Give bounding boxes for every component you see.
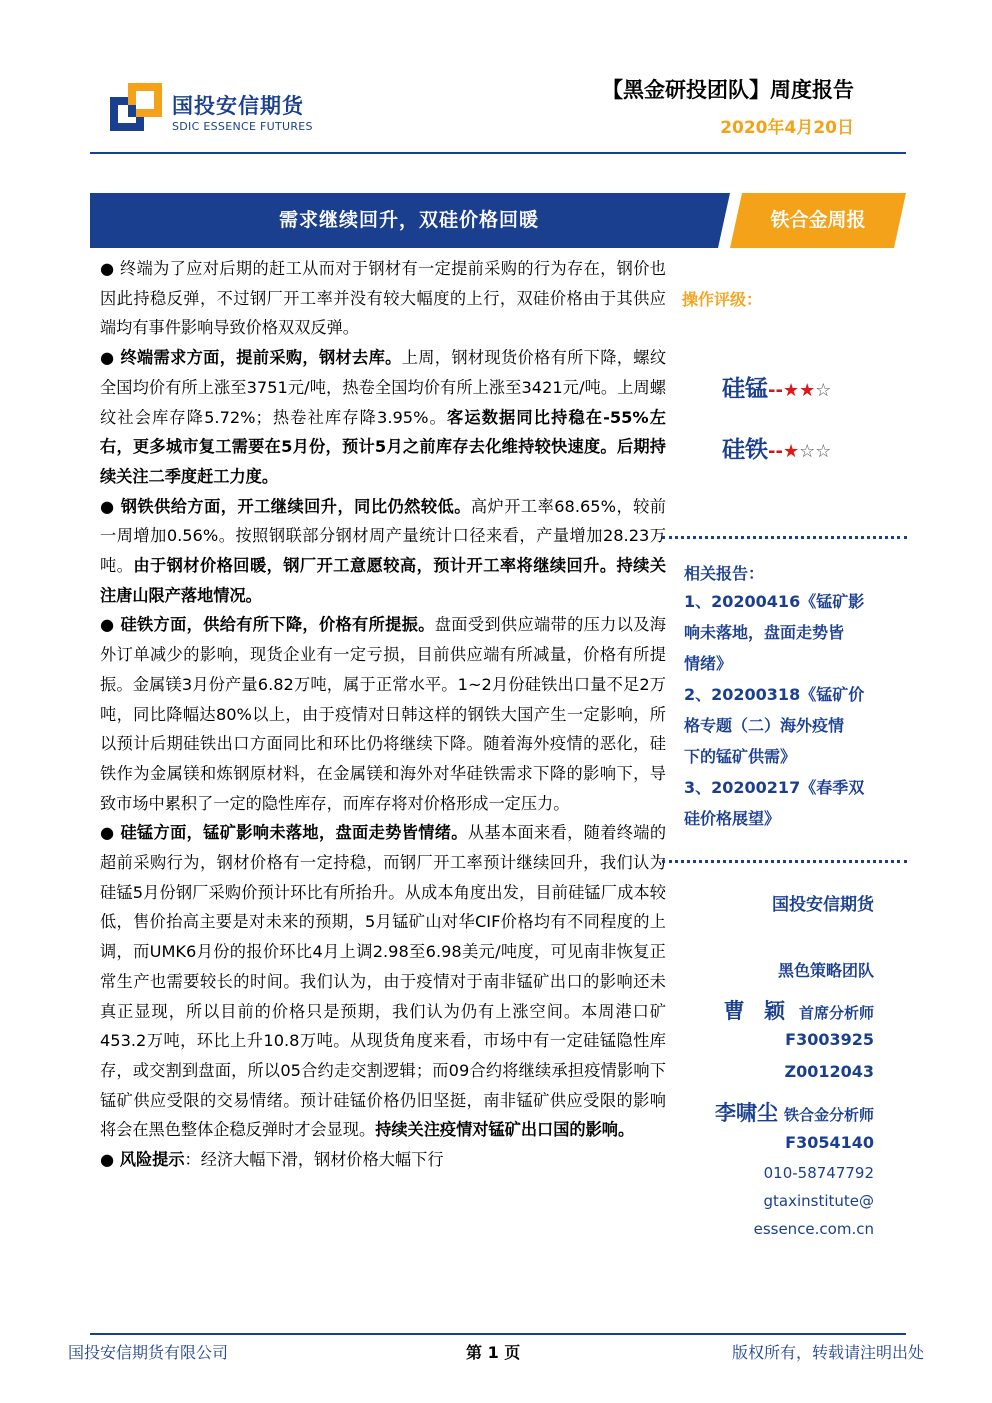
analyst-2 bbox=[715, 1097, 874, 1127]
license-number: F3003925 bbox=[785, 1030, 874, 1049]
logo-text-en: SDIC ESSENCE FUTURES bbox=[172, 120, 313, 133]
rating-label: 操作评级： bbox=[682, 290, 763, 309]
related-report-line[interactable]: 情绪》 bbox=[684, 654, 733, 673]
star-filled-icon: ★ bbox=[782, 441, 800, 462]
related-reports-list bbox=[684, 586, 894, 834]
report-title: 需求继续回升，双硅价格回暖 bbox=[278, 209, 539, 231]
main-body bbox=[100, 254, 666, 1175]
team-name: 黑色策略团队 bbox=[777, 961, 874, 980]
rating-silicomanganese: 硅锰--★★☆ bbox=[722, 376, 832, 402]
report-date: 2020年4月20日 bbox=[720, 118, 854, 138]
analyst-2-name: 李啸尘 bbox=[714, 1101, 778, 1125]
license-number: F3054140 bbox=[785, 1133, 874, 1152]
paragraph-intro: ● 终端为了应对后期的赶工从而对于钢材有一定提前采购的行为存在，钢价也因此持稳反弹，不过钢厂开工率并没有较大幅度的上行，双硅价格由于其供应端均有事件影响导致价格双双反弹。 bbox=[100, 259, 666, 338]
sdic-logo-icon bbox=[110, 83, 162, 131]
star-empty-icon: ☆☆ bbox=[799, 441, 832, 462]
paragraph-supply: ● 钢铁供给方面，开工继续回升，同比仍然较低。高炉开工率68.65%，较前一周增加0.56%。按照钢联部分钢材周产量统计口径来看，产量增加28.23万吨。由于钢材价格回暖，钢厂开工意愿较高，预计开工率将继续回升。持续关注唐山限产落地情况。 bbox=[100, 496, 667, 605]
star-empty-icon: ☆ bbox=[815, 380, 832, 401]
header-divider bbox=[90, 152, 906, 154]
report-category-tag: 铁合金周报 bbox=[770, 209, 866, 231]
related-report-line[interactable]: 2、20200318《锰矿价 bbox=[684, 685, 865, 704]
analyst-1-title: 首席分析师 bbox=[798, 1004, 874, 1022]
footer-divider bbox=[90, 1333, 906, 1335]
sidebar-divider bbox=[662, 536, 907, 539]
analyst-1 bbox=[724, 995, 874, 1025]
related-report-line[interactable]: 1、20200416《锰矿影 bbox=[684, 592, 865, 611]
report-type: 【黑金研投团队】周度报告 bbox=[602, 78, 854, 102]
contact-email[interactable]: gtaxinstitute@ bbox=[763, 1192, 874, 1210]
related-report-line[interactable]: 格专题（二）海外疫情 bbox=[684, 716, 845, 735]
analyst-1-name: 曹 颖 bbox=[723, 999, 791, 1023]
paragraph-silicomanganese: ● 硅锰方面，锰矿影响未落地，盘面走势皆情绪。从基本面来看，随着终端的超前采购行为，钢材价格有一定持稳，而钢厂开工率预计继续回升，我们认为硅锰5月份钢厂采购价预计环比有所抬升。从成本角度出发，目前硅锰厂成本较低，售价抬高主要是对未来的预期，5月锰矿山对华CIF价格均有不同程度的上调，而UMK6月份的报价环比4月上调2.98至6.98美元/吨度，可见南非恢复正常生产也需要较长的时间。我们认为，由于疫情对于南非锰矿出口的影响还未真正显现，所以目前的价格只是预期，我们认为仍有上涨空间。本周港口矿453.2万吨，环比上升10.8万吨。从现货角度来看，市场中有一定硅锰隐性库存，或交割到盘面，所以05合约走交割逻辑；而09合约将继续承担疫情影响下锰矿供应受限的交易情绪。预计硅锰价格仍旧坚挺，南非锰矿供应受限的影响将会在黑色整体企稳反弹时才会显现。持续关注疫情对锰矿出口国的影响。 bbox=[100, 823, 667, 1140]
paragraph-demand: ● 终端需求方面，提前采购，钢材去库。上周，钢材现货价格有所下降，螺纹全国均价有所上涨至3751元/吨，热卷全国均价有所上涨至3421元/吨。上周螺纹社会库存降5.72%；热卷社库存降3.95%。客运数据同比持稳在-55%左右，更多城市复工需要在5月份，预计5月之前库存去化维持较快速度。后期持续关注二季度赶工力度。 bbox=[100, 348, 667, 486]
paragraph-ferrosilicon: ● 硅铁方面，供给有所下降，价格有所提振。盘面受到供应端带的压力以及海外订单减少的影响，现货企业有一定亏损，目前供应端有所减量，价格有所提振。金属镁3月份产量6.82万吨，属于正常水平。1~2月份硅铁出口量不足2万吨，同比降幅达80%以上，由于疫情对日韩这样的钢铁大国产生一定影响，所以预计后期硅铁出口方面同比和环比仍将继续下降。随着海外疫情的恶化，硅铁作为金属镁和炼钢原材料，在金属镁和海外对华硅铁需求下降的影响下，导致市场中累积了一定的隐性库存，而库存将对价格形成一定压力。 bbox=[100, 615, 666, 813]
license-number: Z0012043 bbox=[784, 1062, 874, 1081]
page-number: 第 1 页 bbox=[466, 1343, 521, 1362]
contact-phone: 010-58747792 bbox=[763, 1164, 874, 1182]
related-report-line[interactable]: 3、20200217《春季双 bbox=[684, 778, 865, 797]
footer-copyright: 版权所有，转载请注明出处 bbox=[731, 1343, 924, 1362]
contact-email[interactable]: essence.com.cn bbox=[753, 1220, 874, 1238]
related-report-line[interactable]: 下的锰矿供需》 bbox=[684, 747, 797, 766]
related-reports-title: 相关报告： bbox=[684, 564, 765, 583]
related-report-line[interactable]: 响未落地，盘面走势皆 bbox=[684, 623, 845, 642]
logo-text-cn: 国投安信期货 bbox=[172, 94, 304, 118]
sidebar-divider bbox=[662, 860, 907, 863]
star-filled-icon: ★★ bbox=[782, 380, 816, 401]
footer-company: 国投安信期货有限公司 bbox=[68, 1343, 229, 1362]
related-report-line[interactable]: 硅价格展望》 bbox=[684, 809, 781, 828]
analyst-2-title: 铁合金分析师 bbox=[783, 1106, 874, 1124]
company-name: 国投安信期货 bbox=[772, 895, 874, 915]
paragraph-risk: ● 风险提示：经济大幅下滑，钢材价格大幅下行 bbox=[100, 1150, 444, 1170]
rating-ferrosilicon: 硅铁--★☆☆ bbox=[722, 437, 832, 463]
